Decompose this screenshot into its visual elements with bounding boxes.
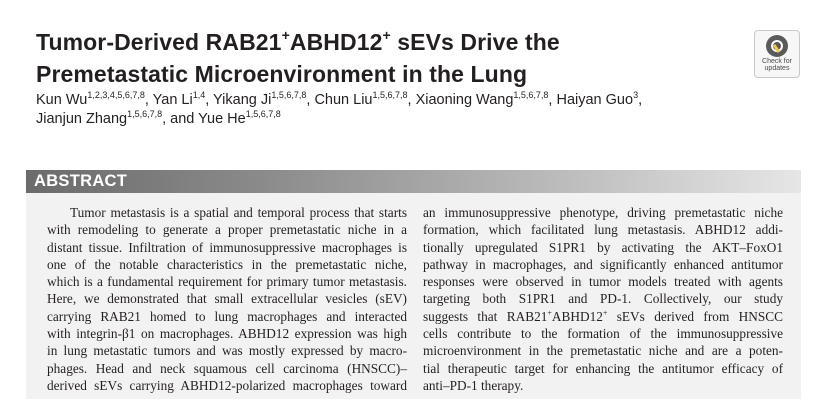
author-line-1 [36,91,726,110]
paper-title-line-1 [36,26,676,58]
abstract-line: pathway in macrophages, and significantly enhanced antitumor [423,256,783,272]
paper-title [36,26,676,90]
author-separator: , [407,92,416,108]
abstract-column-right [423,204,783,394]
author-separator: , [144,92,153,108]
title-sup-a: + [281,27,290,44]
author-separator: , [638,92,643,108]
abstract-line: Tumor metastasis is a spatial and temporal process that starts [70,205,407,220]
line-part: suggests that RAB21 [423,308,548,324]
abstract-line: with remodeling to generate a proper premetastatic niche in a [47,222,407,238]
abstract-line: carrying RAB21 homed to lung macrophages and interacted [47,308,407,324]
check-for-updates-button[interactable] [754,30,800,78]
author-line-2 [36,110,726,129]
author-name[interactable]: Yikang Ji [213,92,272,108]
author-separator: , [205,92,214,108]
author-name[interactable]: Jianjun Zhang [36,111,128,127]
line-sup: + [547,308,552,318]
line-sup: + [602,308,608,318]
author-affiliation: 1,5,6,7,8 [372,90,408,101]
abstract-line: one of the notable characteristics in the premetastatic niche, [47,256,407,272]
author-affiliation: 3 [633,90,639,101]
abstract-line: tionally upregulated S1PR1 by activating the AKT–FoxO1 [423,239,783,255]
abstract-line: in lung metastatic tumors and was mostly expressed by macro- [47,343,407,359]
author-name[interactable]: Kun Wu [36,92,88,108]
paper-title-line-2: Premetastatic Microenvironment in the Lung [36,61,528,87]
abstract-line: with integrin-β1 on macrophages. ABHD12 expression was high [47,326,407,342]
abstract-line: tial therapeutic target for enhancing the antitumor efficacy of [423,360,783,376]
abstract-line: phages. Head and neck squamous cell carcinoma (HNSCC)– [47,360,407,376]
title-text-c: sEVs Drive the [390,29,560,55]
line-part: ABHD12 [551,308,603,324]
title-sup-b: + [382,27,391,44]
abstract-line: which is a fundamental requirement for primary tumor metastasis. [47,274,407,290]
author-affiliation: 1,5,6,7,8 [127,109,163,120]
author-affiliation: 1,5,6,7,8 [271,90,307,101]
abstract-line: microenvironment in the premetastatic niche and are a poten- [423,343,783,359]
check-for-updates-label-2: updates [764,65,790,72]
author-name[interactable]: Xiaoning Wang [415,92,514,108]
abstract-line: derived sEVs carrying ABHD12-polarized macrophages toward [47,377,407,393]
abstract-heading: ABSTRACT [34,172,128,190]
abstract-line: cells contribute to the formation of the immunosuppressive [423,326,783,342]
author-separator: , [306,92,315,108]
author-name[interactable]: Haiyan Guo [556,92,634,108]
author-separator: , and [162,111,199,127]
abstract-line-superscript [423,308,783,325]
author-affiliation: 1,5,6,7,8 [245,109,281,120]
title-text-b: ABHD12 [289,29,383,55]
abstract-header [26,170,801,193]
author-name[interactable]: Yan Li [152,92,193,108]
author-affiliation: 1,5,6,7,8 [513,90,549,101]
abstract-line: responses were observed in tumor models treated with agents [423,274,783,290]
author-affiliation: 1,4 [192,90,206,101]
check-for-updates-icon [766,35,788,57]
abstract-column-left [47,204,407,394]
abstract-line: targeting both S1PR1 and PD-1. Collectively, our study [423,291,783,307]
line-part: sEVs derived from HNSCC [607,308,783,324]
author-name[interactable]: Chun Liu [314,92,373,108]
abstract-line: an immunosuppressive phenotype, driving premetastatic niche [423,205,783,220]
author-list [36,91,726,129]
author-name[interactable]: Yue He [198,111,246,127]
author-affiliation: 1,2,3,4,5,6,7,8 [87,90,145,101]
abstract-line: distant tissue. Infiltration of immunosuppressive macrophages is [47,239,407,255]
abstract-line: anti–PD-1 therapy. [423,377,524,393]
abstract-line: Here, we demonstrated that small extracellular vesicles (sEV) [47,291,407,307]
author-separator: , [548,92,557,108]
abstract-line: formation, which facilitated lung metastasis. ABHD12 addi- [423,222,783,238]
check-for-updates-label-1: Check for [762,58,792,65]
title-text-a: Tumor-Derived RAB21 [36,29,282,55]
